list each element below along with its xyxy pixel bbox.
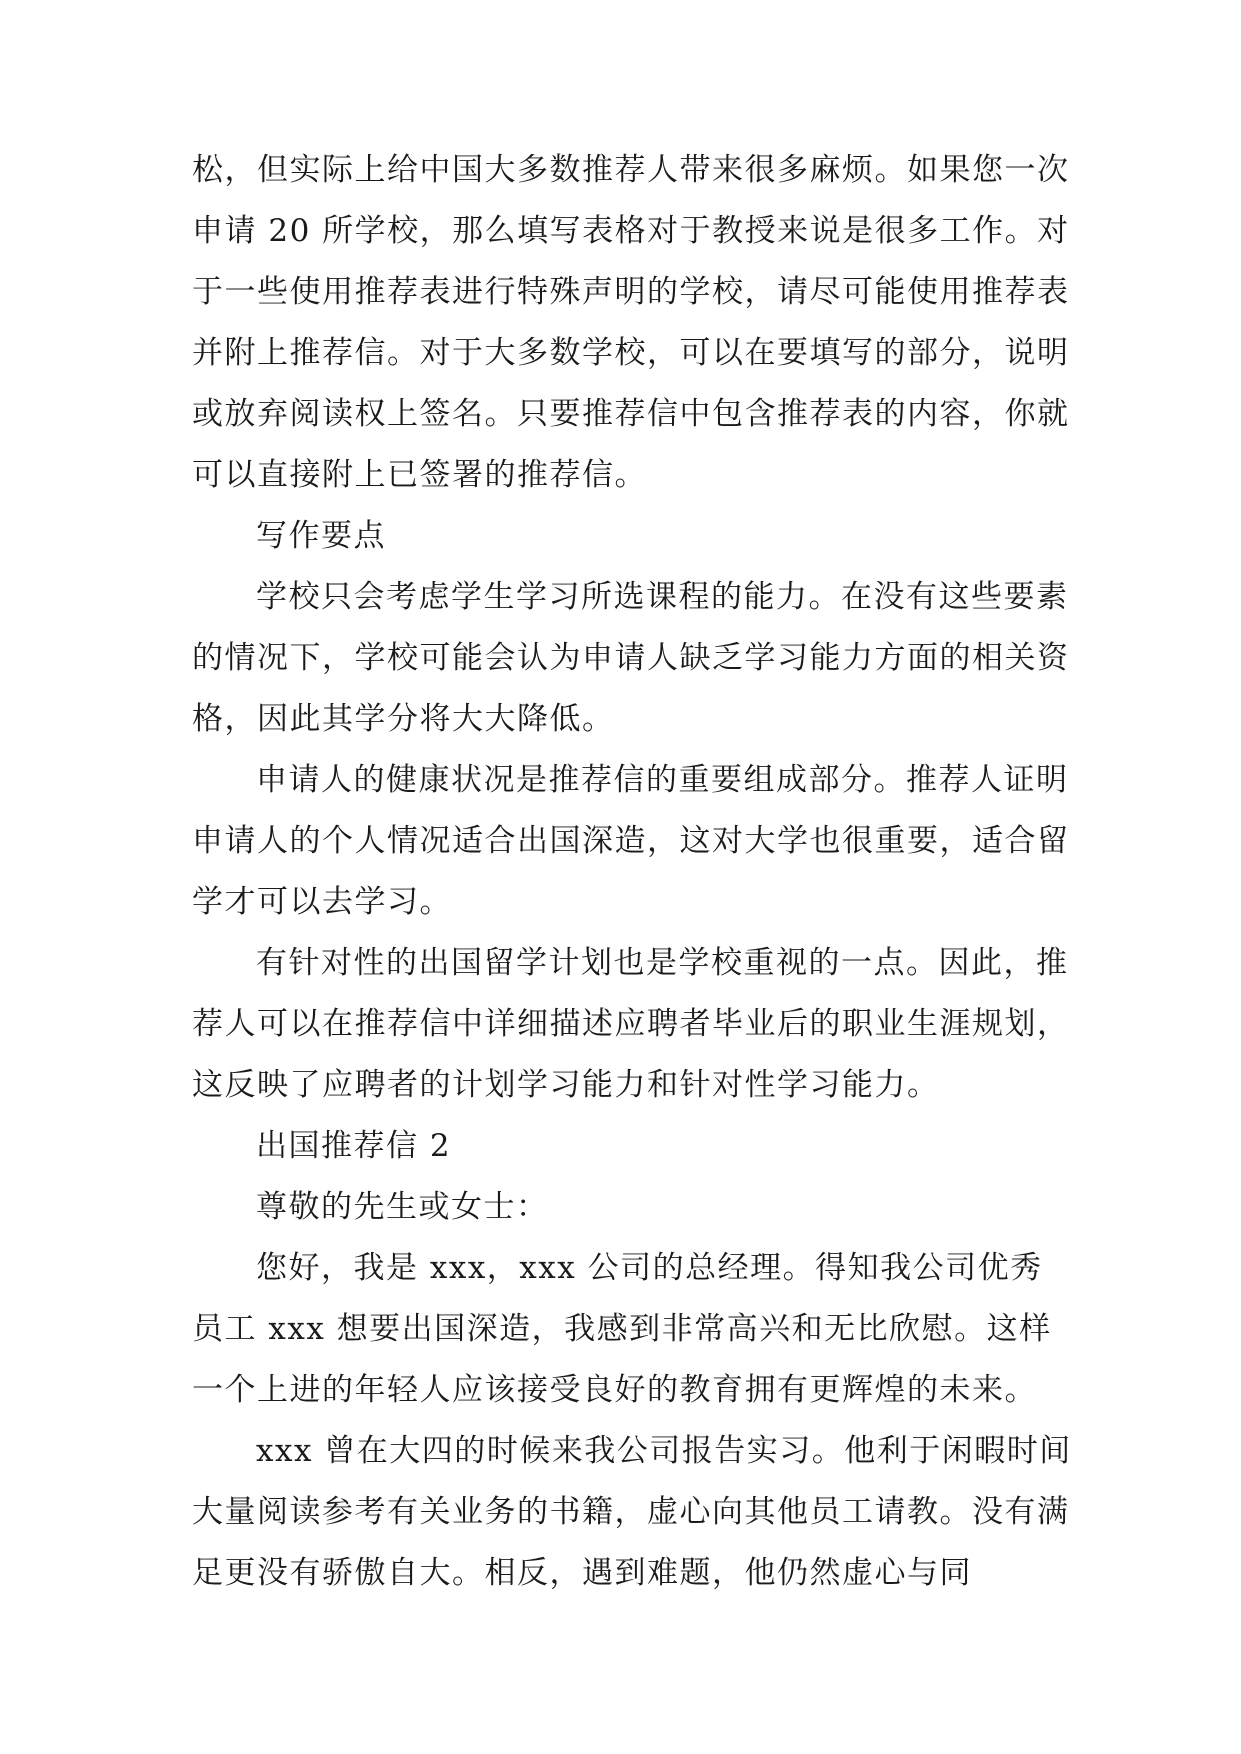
paragraph-study-plan: 有针对性的出国留学计划也是学校重视的一点。因此，推荐人可以在推荐信中详细描述应聘者毕业后的职业生涯规划，这反映了应聘者的计划学习能力和针对性学习能力。 [192, 945, 1070, 1103]
section-heading-letter-2: 出国推荐信 2 [256, 1128, 452, 1164]
paragraph-study-ability: 学校只会考虑学生学习所选课程的能力。在没有这些要素的情况下，学校可能会认为申请人缺乏学习能力方面的相关资格，因此其学分将大大降低。 [192, 579, 1070, 737]
paragraph-continuation: 松，但实际上给中国大多数推荐人带来很多麻烦。如果您一次申请 20 所学校，那么填写表格对于教授来说是很多工作。对于一些使用推荐表进行特殊声明的学校，请尽可能使用推荐表并附上推荐信。对于大多数学校，可以在要填写的部分，说明或放弃阅读权上签名。只要推荐信中包含推荐表的内容，你就可以直接附上已签署的推荐信。 [192, 152, 1070, 493]
letter-paragraph-intro: 您好，我是 xxx，xxx 公司的总经理。得知我公司优秀员工 xxx 想要出国深造，我感到非常高兴和无比欣慰。这样一个上进的年轻人应该接受良好的教育拥有更辉煌的未来。 [192, 1250, 1052, 1408]
paragraph-health-status: 申请人的健康状况是推荐信的重要组成部分。推荐人证明申请人的个人情况适合出国深造，这对大学也很重要，适合留学才可以去学习。 [192, 762, 1070, 920]
section-heading-writing-points: 写作要点 [256, 518, 386, 554]
letter-paragraph-internship: xxx 曾在大四的时候来我公司报告实习。他利于闲暇时间大量阅读参考有关业务的书籍，虚心向其他员工请教。没有满足更没有骄傲自大。相反，遇到难题，他仍然虚心与同 [192, 1433, 1072, 1591]
letter-salutation: 尊敬的先生或女士： [256, 1189, 549, 1225]
document-body [192, 140, 1072, 1604]
